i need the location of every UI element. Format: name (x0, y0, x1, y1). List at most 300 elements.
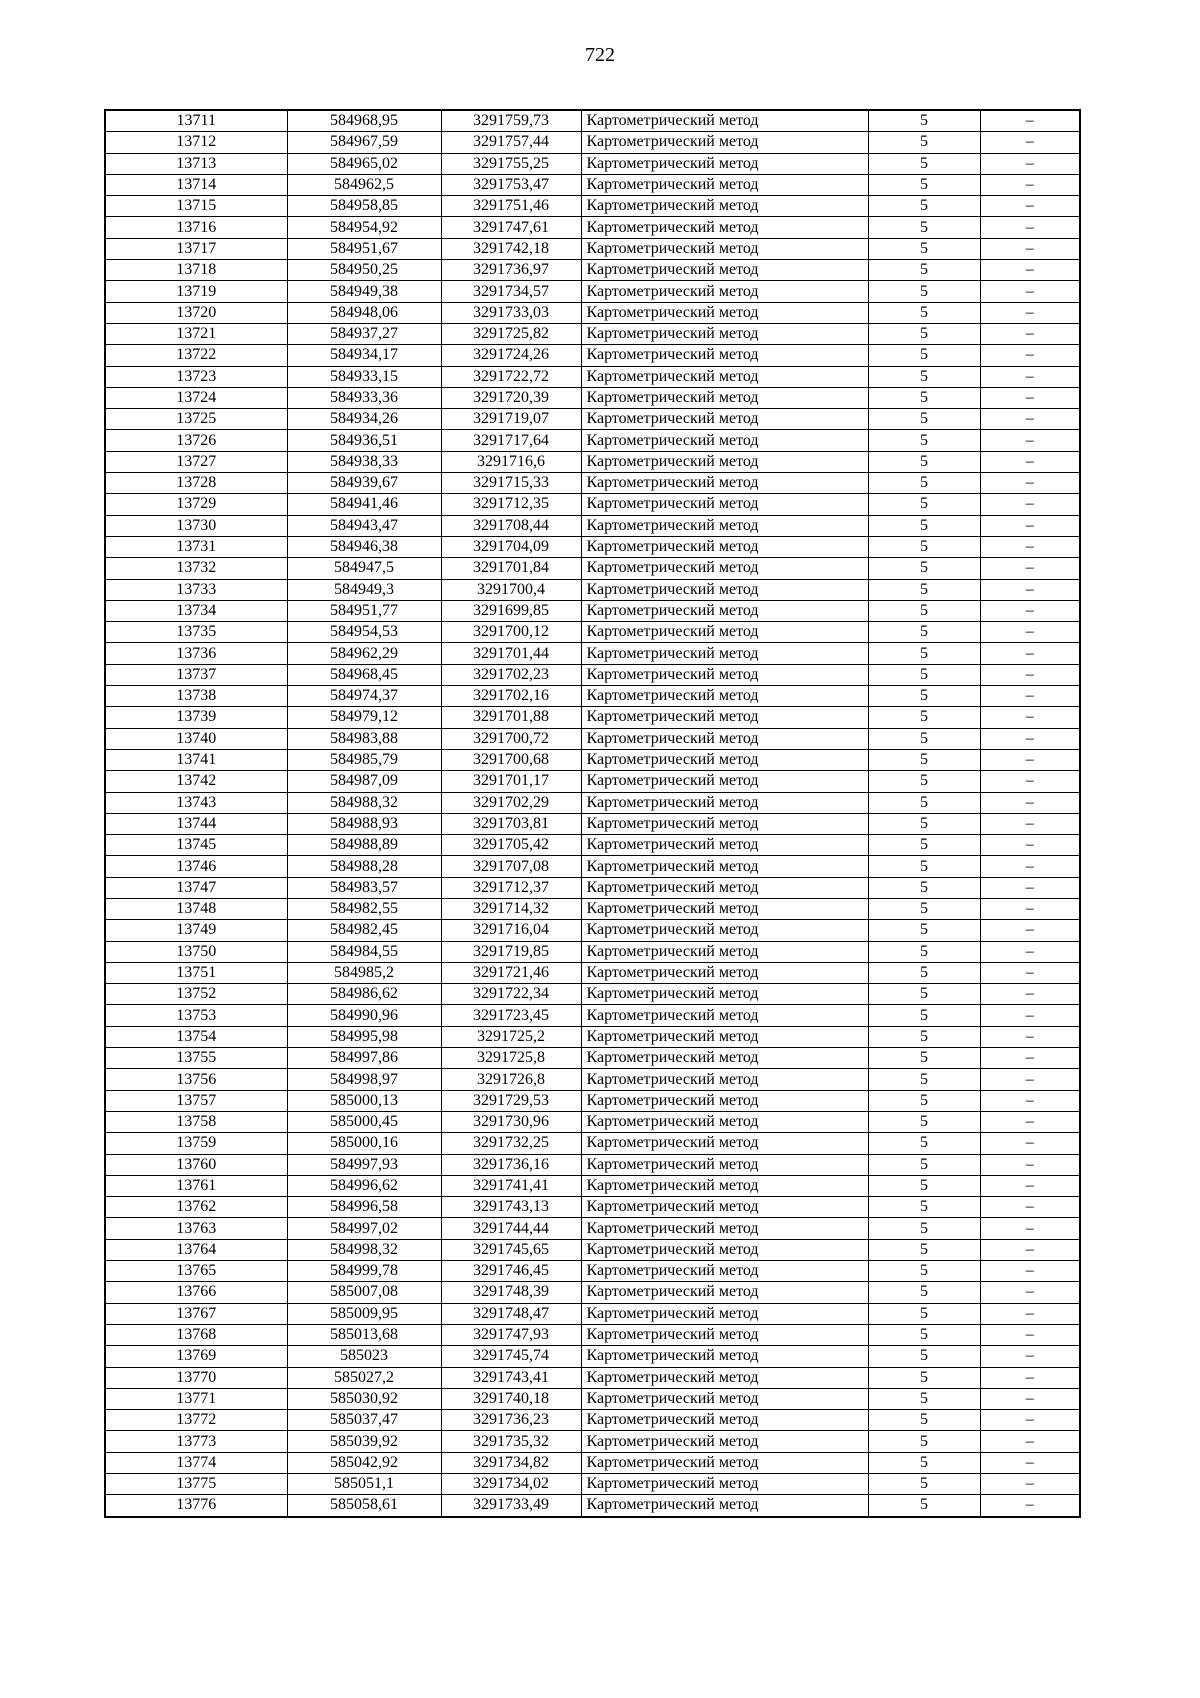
description-cell: – (980, 749, 1080, 770)
accuracy-cell: 5 (868, 217, 980, 238)
accuracy-cell: 5 (868, 600, 980, 621)
x-coordinate-cell: 584997,86 (287, 1048, 441, 1069)
x-coordinate-cell: 584990,96 (287, 1005, 441, 1026)
table-row (105, 260, 1080, 281)
table-row (105, 920, 1080, 941)
x-coordinate-cell: 584962,29 (287, 643, 441, 664)
method-cell: Картометрический метод (581, 323, 868, 344)
y-coordinate-cell: 3291730,96 (441, 1111, 581, 1132)
x-coordinate-cell: 584950,25 (287, 260, 441, 281)
method-cell: Картометрический метод (581, 536, 868, 557)
x-coordinate-cell: 584948,06 (287, 302, 441, 323)
point-number-cell: 13764 (105, 1239, 287, 1260)
table-row (105, 366, 1080, 387)
x-coordinate-cell: 585051,1 (287, 1474, 441, 1495)
x-coordinate-cell: 584954,92 (287, 217, 441, 238)
description-cell: – (980, 515, 1080, 536)
point-number-cell: 13721 (105, 323, 287, 344)
y-coordinate-cell: 3291702,23 (441, 664, 581, 685)
description-cell: – (980, 686, 1080, 707)
method-cell: Картометрический метод (581, 643, 868, 664)
x-coordinate-cell: 585013,68 (287, 1324, 441, 1345)
table-row (105, 1197, 1080, 1218)
accuracy-cell: 5 (868, 877, 980, 898)
x-coordinate-cell: 584986,62 (287, 984, 441, 1005)
x-coordinate-cell: 585000,13 (287, 1090, 441, 1111)
description-cell: – (980, 579, 1080, 600)
x-coordinate-cell: 584988,28 (287, 856, 441, 877)
point-number-cell: 13733 (105, 579, 287, 600)
description-cell: – (980, 1154, 1080, 1175)
point-number-cell: 13731 (105, 536, 287, 557)
point-number-cell: 13772 (105, 1410, 287, 1431)
x-coordinate-cell: 584936,51 (287, 430, 441, 451)
accuracy-cell: 5 (868, 813, 980, 834)
method-cell: Картометрический метод (581, 1005, 868, 1026)
method-cell: Картометрический метод (581, 1048, 868, 1069)
y-coordinate-cell: 3291701,84 (441, 558, 581, 579)
description-cell: – (980, 217, 1080, 238)
point-number-cell: 13740 (105, 728, 287, 749)
y-coordinate-cell: 3291708,44 (441, 515, 581, 536)
accuracy-cell: 5 (868, 1282, 980, 1303)
accuracy-cell: 5 (868, 1324, 980, 1345)
description-cell: – (980, 856, 1080, 877)
method-cell: Картометрический метод (581, 1431, 868, 1452)
method-cell: Картометрический метод (581, 877, 868, 898)
x-coordinate-cell: 585037,47 (287, 1410, 441, 1431)
description-cell: – (980, 728, 1080, 749)
y-coordinate-cell: 3291712,35 (441, 494, 581, 515)
y-coordinate-cell: 3291742,18 (441, 238, 581, 259)
table-row (105, 281, 1080, 302)
table-row (105, 1346, 1080, 1367)
x-coordinate-cell: 585030,92 (287, 1388, 441, 1409)
y-coordinate-cell: 3291725,8 (441, 1048, 581, 1069)
y-coordinate-cell: 3291701,17 (441, 771, 581, 792)
accuracy-cell: 5 (868, 728, 980, 749)
method-cell: Картометрический метод (581, 196, 868, 217)
y-coordinate-cell: 3291733,49 (441, 1495, 581, 1517)
y-coordinate-cell: 3291719,07 (441, 409, 581, 430)
x-coordinate-cell: 584968,45 (287, 664, 441, 685)
method-cell: Картометрический метод (581, 238, 868, 259)
description-cell: – (980, 707, 1080, 728)
description-cell: – (980, 792, 1080, 813)
table-row (105, 153, 1080, 174)
table-row (105, 1410, 1080, 1431)
x-coordinate-cell: 584988,89 (287, 835, 441, 856)
table-row (105, 515, 1080, 536)
description-cell: – (980, 1197, 1080, 1218)
x-coordinate-cell: 584939,67 (287, 473, 441, 494)
point-number-cell: 13750 (105, 941, 287, 962)
point-number-cell: 13713 (105, 153, 287, 174)
table-row (105, 579, 1080, 600)
x-coordinate-cell: 584999,78 (287, 1261, 441, 1282)
accuracy-cell: 5 (868, 558, 980, 579)
method-cell: Картометрический метод (581, 920, 868, 941)
table-row (105, 1324, 1080, 1345)
description-cell: – (980, 1069, 1080, 1090)
table-row (105, 749, 1080, 770)
x-coordinate-cell: 584997,02 (287, 1218, 441, 1239)
y-coordinate-cell: 3291751,46 (441, 196, 581, 217)
method-cell: Картометрический метод (581, 110, 868, 132)
y-coordinate-cell: 3291744,44 (441, 1218, 581, 1239)
description-cell: – (980, 898, 1080, 919)
point-number-cell: 13775 (105, 1474, 287, 1495)
y-coordinate-cell: 3291726,8 (441, 1069, 581, 1090)
description-cell: – (980, 387, 1080, 408)
method-cell: Картометрический метод (581, 1175, 868, 1196)
point-number-cell: 13725 (105, 409, 287, 430)
method-cell: Картометрический метод (581, 835, 868, 856)
table-row (105, 728, 1080, 749)
accuracy-cell: 5 (868, 302, 980, 323)
description-cell: – (980, 281, 1080, 302)
point-number-cell: 13716 (105, 217, 287, 238)
accuracy-cell: 5 (868, 1261, 980, 1282)
method-cell: Картометрический метод (581, 174, 868, 195)
accuracy-cell: 5 (868, 1048, 980, 1069)
point-number-cell: 13770 (105, 1367, 287, 1388)
point-number-cell: 13759 (105, 1133, 287, 1154)
accuracy-cell: 5 (868, 1005, 980, 1026)
method-cell: Картометрический метод (581, 1026, 868, 1047)
table-row (105, 430, 1080, 451)
description-cell: – (980, 110, 1080, 132)
point-number-cell: 13755 (105, 1048, 287, 1069)
table-row (105, 1069, 1080, 1090)
y-coordinate-cell: 3291747,93 (441, 1324, 581, 1345)
y-coordinate-cell: 3291735,32 (441, 1431, 581, 1452)
point-number-cell: 13741 (105, 749, 287, 770)
description-cell: – (980, 558, 1080, 579)
accuracy-cell: 5 (868, 1133, 980, 1154)
y-coordinate-cell: 3291723,45 (441, 1005, 581, 1026)
x-coordinate-cell: 584946,38 (287, 536, 441, 557)
accuracy-cell: 5 (868, 238, 980, 259)
y-coordinate-cell: 3291715,33 (441, 473, 581, 494)
x-coordinate-cell: 584951,77 (287, 600, 441, 621)
accuracy-cell: 5 (868, 409, 980, 430)
accuracy-cell: 5 (868, 387, 980, 408)
description-cell: – (980, 536, 1080, 557)
accuracy-cell: 5 (868, 1452, 980, 1473)
y-coordinate-cell: 3291759,73 (441, 110, 581, 132)
accuracy-cell: 5 (868, 281, 980, 302)
point-number-cell: 13747 (105, 877, 287, 898)
point-number-cell: 13746 (105, 856, 287, 877)
table-row (105, 132, 1080, 153)
y-coordinate-cell: 3291757,44 (441, 132, 581, 153)
y-coordinate-cell: 3291736,23 (441, 1410, 581, 1431)
accuracy-cell: 5 (868, 536, 980, 557)
table-row (105, 1388, 1080, 1409)
method-cell: Картометрический метод (581, 409, 868, 430)
point-number-cell: 13748 (105, 898, 287, 919)
x-coordinate-cell: 584982,45 (287, 920, 441, 941)
x-coordinate-cell: 585039,92 (287, 1431, 441, 1452)
x-coordinate-cell: 584996,62 (287, 1175, 441, 1196)
point-number-cell: 13766 (105, 1282, 287, 1303)
y-coordinate-cell: 3291747,61 (441, 217, 581, 238)
method-cell: Картометрический метод (581, 771, 868, 792)
x-coordinate-cell: 585000,45 (287, 1111, 441, 1132)
table-row (105, 494, 1080, 515)
point-number-cell: 13769 (105, 1346, 287, 1367)
point-number-cell: 13763 (105, 1218, 287, 1239)
y-coordinate-cell: 3291700,68 (441, 749, 581, 770)
table-row (105, 1175, 1080, 1196)
y-coordinate-cell: 3291700,72 (441, 728, 581, 749)
method-cell: Картометрический метод (581, 558, 868, 579)
table-row (105, 1474, 1080, 1495)
method-cell: Картометрический метод (581, 1346, 868, 1367)
description-cell: – (980, 409, 1080, 430)
table-row (105, 387, 1080, 408)
description-cell: – (980, 451, 1080, 472)
x-coordinate-cell: 584949,3 (287, 579, 441, 600)
table-row (105, 409, 1080, 430)
x-coordinate-cell: 584934,17 (287, 345, 441, 366)
accuracy-cell: 5 (868, 196, 980, 217)
x-coordinate-cell: 584933,15 (287, 366, 441, 387)
point-number-cell: 13745 (105, 835, 287, 856)
method-cell: Картометрический метод (581, 345, 868, 366)
method-cell: Картометрический метод (581, 515, 868, 536)
method-cell: Картометрический метод (581, 622, 868, 643)
y-coordinate-cell: 3291700,4 (441, 579, 581, 600)
accuracy-cell: 5 (868, 1303, 980, 1324)
y-coordinate-cell: 3291746,45 (441, 1261, 581, 1282)
description-cell: – (980, 153, 1080, 174)
x-coordinate-cell: 584983,88 (287, 728, 441, 749)
point-number-cell: 13732 (105, 558, 287, 579)
description-cell: – (980, 302, 1080, 323)
table-row (105, 877, 1080, 898)
y-coordinate-cell: 3291702,16 (441, 686, 581, 707)
x-coordinate-cell: 584934,26 (287, 409, 441, 430)
y-coordinate-cell: 3291720,39 (441, 387, 581, 408)
accuracy-cell: 5 (868, 260, 980, 281)
point-number-cell: 13752 (105, 984, 287, 1005)
x-coordinate-cell: 584943,47 (287, 515, 441, 536)
accuracy-cell: 5 (868, 1197, 980, 1218)
x-coordinate-cell: 584941,46 (287, 494, 441, 515)
x-coordinate-cell: 584938,33 (287, 451, 441, 472)
table-row (105, 217, 1080, 238)
table-row (105, 323, 1080, 344)
point-number-cell: 13720 (105, 302, 287, 323)
x-coordinate-cell: 584974,37 (287, 686, 441, 707)
x-coordinate-cell: 584987,09 (287, 771, 441, 792)
y-coordinate-cell: 3291753,47 (441, 174, 581, 195)
description-cell: – (980, 345, 1080, 366)
table-row (105, 1218, 1080, 1239)
y-coordinate-cell: 3291722,34 (441, 984, 581, 1005)
y-coordinate-cell: 3291732,25 (441, 1133, 581, 1154)
x-coordinate-cell: 584996,58 (287, 1197, 441, 1218)
accuracy-cell: 5 (868, 366, 980, 387)
point-number-cell: 13712 (105, 132, 287, 153)
table-row (105, 898, 1080, 919)
description-cell: – (980, 1111, 1080, 1132)
method-cell: Картометрический метод (581, 153, 868, 174)
x-coordinate-cell: 585042,92 (287, 1452, 441, 1473)
y-coordinate-cell: 3291725,82 (441, 323, 581, 344)
point-number-cell: 13757 (105, 1090, 287, 1111)
description-cell: – (980, 494, 1080, 515)
description-cell: – (980, 174, 1080, 195)
y-coordinate-cell: 3291736,97 (441, 260, 581, 281)
x-coordinate-cell: 584984,55 (287, 941, 441, 962)
y-coordinate-cell: 3291725,2 (441, 1026, 581, 1047)
x-coordinate-cell: 584988,32 (287, 792, 441, 813)
x-coordinate-cell: 584967,59 (287, 132, 441, 153)
method-cell: Картометрический метод (581, 366, 868, 387)
accuracy-cell: 5 (868, 494, 980, 515)
point-number-cell: 13742 (105, 771, 287, 792)
x-coordinate-cell: 584997,93 (287, 1154, 441, 1175)
description-cell: – (980, 323, 1080, 344)
table-row (105, 835, 1080, 856)
description-cell: – (980, 1133, 1080, 1154)
method-cell: Картометрический метод (581, 1495, 868, 1517)
table-row (105, 962, 1080, 983)
accuracy-cell: 5 (868, 345, 980, 366)
method-cell: Картометрический метод (581, 686, 868, 707)
table-row (105, 707, 1080, 728)
description-cell: – (980, 1431, 1080, 1452)
point-number-cell: 13767 (105, 1303, 287, 1324)
x-coordinate-cell: 584979,12 (287, 707, 441, 728)
point-number-cell: 13718 (105, 260, 287, 281)
method-cell: Картометрический метод (581, 1218, 868, 1239)
point-number-cell: 13756 (105, 1069, 287, 1090)
y-coordinate-cell: 3291704,09 (441, 536, 581, 557)
accuracy-cell: 5 (868, 1474, 980, 1495)
table-row (105, 345, 1080, 366)
accuracy-cell: 5 (868, 962, 980, 983)
description-cell: – (980, 1005, 1080, 1026)
point-number-cell: 13711 (105, 110, 287, 132)
description-cell: – (980, 1090, 1080, 1111)
point-number-cell: 13761 (105, 1175, 287, 1196)
table-row (105, 984, 1080, 1005)
description-cell: – (980, 196, 1080, 217)
accuracy-cell: 5 (868, 856, 980, 877)
y-coordinate-cell: 3291722,72 (441, 366, 581, 387)
y-coordinate-cell: 3291724,26 (441, 345, 581, 366)
accuracy-cell: 5 (868, 1175, 980, 1196)
table-row (105, 622, 1080, 643)
x-coordinate-cell: 584988,93 (287, 813, 441, 834)
method-cell: Картометрический метод (581, 898, 868, 919)
y-coordinate-cell: 3291700,12 (441, 622, 581, 643)
method-cell: Картометрический метод (581, 451, 868, 472)
y-coordinate-cell: 3291721,46 (441, 962, 581, 983)
point-number-cell: 13751 (105, 962, 287, 983)
accuracy-cell: 5 (868, 984, 980, 1005)
accuracy-cell: 5 (868, 664, 980, 685)
accuracy-cell: 5 (868, 771, 980, 792)
description-cell: – (980, 1218, 1080, 1239)
method-cell: Картометрический метод (581, 1239, 868, 1260)
accuracy-cell: 5 (868, 1346, 980, 1367)
point-number-cell: 13730 (105, 515, 287, 536)
description-cell: – (980, 1261, 1080, 1282)
description-cell: – (980, 600, 1080, 621)
y-coordinate-cell: 3291701,44 (441, 643, 581, 664)
point-number-cell: 13714 (105, 174, 287, 195)
description-cell: – (980, 1388, 1080, 1409)
x-coordinate-cell: 584962,5 (287, 174, 441, 195)
y-coordinate-cell: 3291712,37 (441, 877, 581, 898)
y-coordinate-cell: 3291740,18 (441, 1388, 581, 1409)
accuracy-cell: 5 (868, 622, 980, 643)
coordinates-table-body (105, 110, 1080, 1517)
x-coordinate-cell: 584983,57 (287, 877, 441, 898)
point-number-cell: 13722 (105, 345, 287, 366)
y-coordinate-cell: 3291705,42 (441, 835, 581, 856)
table-row (105, 1367, 1080, 1388)
point-number-cell: 13737 (105, 664, 287, 685)
point-number-cell: 13776 (105, 1495, 287, 1517)
method-cell: Картометрический метод (581, 1452, 868, 1473)
point-number-cell: 13749 (105, 920, 287, 941)
y-coordinate-cell: 3291716,6 (441, 451, 581, 472)
table-row (105, 1154, 1080, 1175)
description-cell: – (980, 1175, 1080, 1196)
x-coordinate-cell: 584998,32 (287, 1239, 441, 1260)
x-coordinate-cell: 584995,98 (287, 1026, 441, 1047)
table-row (105, 643, 1080, 664)
x-coordinate-cell: 584954,53 (287, 622, 441, 643)
description-cell: – (980, 664, 1080, 685)
method-cell: Картометрический метод (581, 813, 868, 834)
description-cell: – (980, 1495, 1080, 1517)
x-coordinate-cell: 585058,61 (287, 1495, 441, 1517)
description-cell: – (980, 238, 1080, 259)
x-coordinate-cell: 584965,02 (287, 153, 441, 174)
table-row (105, 1495, 1080, 1517)
x-coordinate-cell: 585007,08 (287, 1282, 441, 1303)
x-coordinate-cell: 584985,2 (287, 962, 441, 983)
y-coordinate-cell: 3291755,25 (441, 153, 581, 174)
y-coordinate-cell: 3291733,03 (441, 302, 581, 323)
table-row (105, 941, 1080, 962)
point-number-cell: 13734 (105, 600, 287, 621)
point-number-cell: 13736 (105, 643, 287, 664)
table-row (105, 1111, 1080, 1132)
x-coordinate-cell: 584937,27 (287, 323, 441, 344)
point-number-cell: 13728 (105, 473, 287, 494)
point-number-cell: 13765 (105, 1261, 287, 1282)
point-number-cell: 13744 (105, 813, 287, 834)
description-cell: – (980, 877, 1080, 898)
description-cell: – (980, 1026, 1080, 1047)
table-row (105, 196, 1080, 217)
point-number-cell: 13724 (105, 387, 287, 408)
accuracy-cell: 5 (868, 174, 980, 195)
method-cell: Картометрический метод (581, 430, 868, 451)
table-row (105, 451, 1080, 472)
table-row (105, 1431, 1080, 1452)
table-row (105, 856, 1080, 877)
description-cell: – (980, 1239, 1080, 1260)
